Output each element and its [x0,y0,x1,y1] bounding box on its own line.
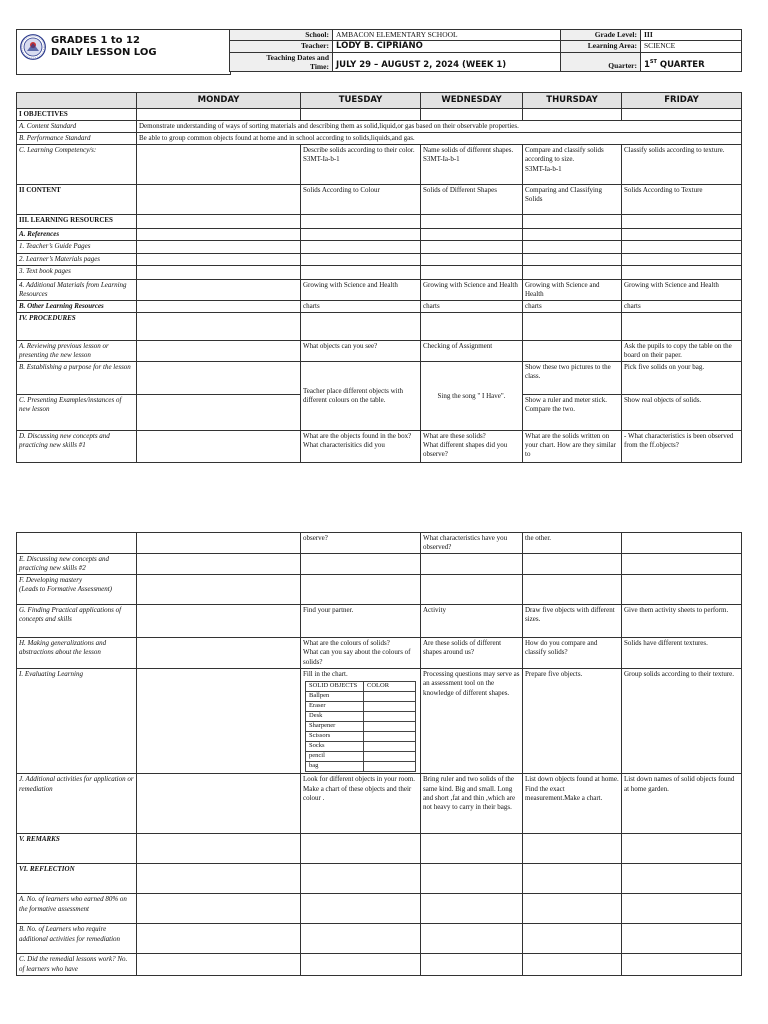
procedure-d-wednesday: What are these solids? What different shapes did you observe? [421,431,523,463]
area-label: Learning Area: [561,41,641,53]
cell [523,312,622,340]
cell [301,864,421,894]
learning-competency-label: C. Learning Competency/s: [17,145,137,185]
section-content: II CONTENT [17,185,137,215]
procedure-h-friday: Solids have different textures. [622,638,742,669]
cell [301,253,421,265]
procedure-d-friday: - What characteristics is been observed from the ff.objects? [622,431,742,463]
cell [421,575,523,605]
procedure-b-friday: Pick five solids on your bag. [622,362,742,395]
chart-color-cell [364,702,416,712]
cell [421,834,523,864]
section-procedures: IV. PROCEDURES [17,312,137,340]
title-line-2: DAILY LESSON LOG [51,47,157,58]
additional-materials-thursday: Growing with Science and Health [523,279,622,300]
teacher-label: Teacher: [230,41,333,53]
content-wednesday: Solids of Different Shapes [421,185,523,215]
procedure-d-label: D. Discussing new concepts and practicing new skills #1 [17,431,137,463]
cell [622,109,742,121]
cell [301,265,421,279]
procedure-bc-tuesday: Teacher place different objects with different colours on the table. [301,362,421,431]
cell [421,265,523,279]
procedure-i-thursday: Prepare five objects. [523,669,622,774]
cell [622,894,742,924]
chart-color-cell [364,752,416,762]
procedure-a-label: A. Reviewing previous lesson or presenting the new lesson [17,340,137,361]
chart-color-cell [364,762,416,772]
procedure-h-tuesday: What are the colours of solids? What can you say about the colours of solids? [301,638,421,669]
cell [301,312,421,340]
lc-thursday: Compare and classify solids according to size. S3MT-Ia-b-1 [523,145,622,185]
content-thursday: Comparing and Classifying Solids [523,185,622,215]
cell [301,229,421,241]
procedure-b-thursday: Show these two pictures to the class. [523,362,622,395]
solid-objects-chart [305,681,416,772]
cell [421,312,523,340]
content-standard-value: Demonstrate understanding of ways of sorting materials and describing them as solid,liquid,or gas based on their observable properties. [137,121,742,133]
procedure-d-tuesday: What are the objects found in the box? What characterisitics did you [301,431,421,463]
chart-item: Ballpen [306,692,364,702]
procedure-g-friday: Give them activity sheets to perform. [622,605,742,638]
performance-standard-value: Be able to group common objects found at home and in school according to solids,liquids,and gas. [137,133,742,145]
procedure-g-wednesday: Activity [421,605,523,638]
cell [421,215,523,229]
cell [523,265,622,279]
dates-value: JULY 29 – AUGUST 2, 2024 (WEEK 1) [333,53,561,72]
procedure-a-tuesday: What objects can you see? [301,340,421,361]
cell [137,431,301,463]
day-header: WEDNESDAY [421,93,523,109]
procedure-j-friday: List down names of solid objects found at home garden. [622,774,742,834]
cell [421,109,523,121]
cell [137,215,301,229]
cell [137,605,301,638]
cell [421,229,523,241]
other-resources-thursday: charts [523,300,622,312]
procedure-d-thursday: What are the solids written on your chart. How are they similar to [523,431,622,463]
cell [622,253,742,265]
cell [137,395,301,431]
procedure-d-tuesday-cont: observe? [301,533,421,554]
performance-standard-label: B. Performance Standard [17,133,137,145]
cell [421,924,523,954]
cell [421,894,523,924]
cell [622,215,742,229]
cell [523,924,622,954]
cell [137,894,301,924]
chart-item: pencil [306,752,364,762]
additional-materials-label: 4. Additional Materials from Learning Resources [17,279,137,300]
cell [421,253,523,265]
procedure-h-wednesday: Are these solids of different shapes around us? [421,638,523,669]
cell [301,575,421,605]
other-resources-wednesday: charts [421,300,523,312]
cell [622,834,742,864]
procedure-i-label: I. Evaluating Learning [17,669,137,774]
additional-materials-tuesday: Growing with Science and Health [301,279,421,300]
cell [523,229,622,241]
procedure-h-thursday: How do you compare and classify solids? [523,638,622,669]
quarter-text: QUARTER [656,60,705,70]
cell [137,300,301,312]
additional-materials-friday: Growing with Science and Health [622,279,742,300]
other-resources-friday: charts [622,300,742,312]
reflection-a-label: A. No. of learners who earned 80% on the formative assessment [17,894,137,924]
cell [137,145,301,185]
dates-label-2: Time: [309,62,329,72]
cell [622,312,742,340]
cell [301,554,421,575]
cell [523,215,622,229]
section-remarks: V. REMARKS [17,834,137,864]
procedure-e-label: E. Discussing new concepts and practicing new skills #2 [17,554,137,575]
cell [421,241,523,253]
chart-item: bag [306,762,364,772]
chart-instruction: Fill in the chart. [303,670,348,679]
section-resources: III. LEARNING RESOURCES [17,215,137,229]
lesson-log-table-page-1 [16,92,742,463]
cell [137,265,301,279]
corner-cell [17,93,137,109]
teacher-value: LODY B. CIPRIANO [333,41,561,53]
cell [622,575,742,605]
cell [523,554,622,575]
lesson-log-table-page-2 [16,532,742,976]
cell [301,954,421,975]
content-tuesday: Solids According to Colour [301,185,421,215]
cell [137,924,301,954]
day-header: TUESDAY [301,93,421,109]
learners-materials-label: 2. Learner’s Materials pages [17,253,137,265]
chart-color-cell [364,742,416,752]
quarter-label: Quarter: [561,53,641,72]
cell [137,362,301,395]
area-value: SCIENCE [641,41,742,53]
cell [622,864,742,894]
procedure-a-friday: Ask the pupils to copy the table on the board on their paper. [622,340,742,361]
cell [301,924,421,954]
chart-color-cell [364,692,416,702]
cell [622,924,742,954]
chart-header-color: COLOR [364,682,416,692]
cell [137,253,301,265]
procedure-i-friday: Group solids according to their texture. [622,669,742,774]
deped-seal-icon [20,34,46,60]
chart-color-cell [364,722,416,732]
cell [137,312,301,340]
day-header: FRIDAY [622,93,742,109]
dates-label-1: Teaching Dates and [266,53,329,63]
procedure-j-thursday: List down objects found at home. Find the exact measurement.Make a chart. [523,774,622,834]
grade-label: Grade Level: [561,30,641,41]
references-label: A. References [17,229,137,241]
content-standard-label: A. Content Standard [17,121,137,133]
cell [137,638,301,669]
procedure-g-thursday: Draw five objects with different sizes. [523,605,622,638]
procedure-a-wednesday: Checking of Assignment [421,340,523,361]
cell [137,241,301,253]
section-objectives: I OBJECTIVES [17,109,137,121]
cell [622,265,742,279]
chart-color-cell [364,712,416,722]
dates-label [230,53,333,72]
procedure-c-label: C. Presenting Examples/instances of new lesson [17,395,137,431]
procedure-d-wednesday-cont: What characteristics have you observed? [421,533,523,554]
procedure-g-label: G. Finding Practical applications of concepts and skills [17,605,137,638]
day-header: THURSDAY [523,93,622,109]
quarter-value [641,53,742,72]
cell [622,533,742,554]
grade-value: III [641,30,742,41]
day-header: MONDAY [137,93,301,109]
quarter-number: 1 [644,60,650,70]
procedure-g-tuesday: Find your partner. [301,605,421,638]
cell [523,575,622,605]
cell [137,954,301,975]
procedure-j-tuesday: Look for different objects in your room. Make a chart of these objects and their colour . [301,774,421,834]
cell [523,894,622,924]
chart-color-cell [364,732,416,742]
procedure-d-thursday-cont: the other. [523,533,622,554]
additional-materials-wednesday: Growing with Science and Health [421,279,523,300]
cell [622,554,742,575]
procedure-c-friday: Show real objects of solids. [622,395,742,431]
cell [137,185,301,215]
procedure-j-wednesday: Bring ruler and two solids of the same kind. Big and small. Long and short ,fat and thin ,which are not heavy to carry in their bags. [421,774,523,834]
lc-tuesday: Describe solids according to their color. S3MT-Ia-b-1 [301,145,421,185]
procedure-bc-wednesday: Sing the song " I Have". [421,362,523,431]
procedure-f-label: F. Developing mastery (Leads to Formative Assessment) [17,575,137,605]
school-value: AMBACON ELEMENTARY SCHOOL [333,30,561,41]
lc-wednesday: Name solids of different shapes. S3MT-Ia-b-1 [421,145,523,185]
procedure-h-label: H. Making generalizations and abstractions about the lesson [17,638,137,669]
other-resources-tuesday: charts [301,300,421,312]
cell [523,340,622,361]
cell [301,834,421,864]
quarter-suffix: ST [649,59,657,66]
cell [301,109,421,121]
cell [523,864,622,894]
lc-friday: Classify solids according to texture. [622,145,742,185]
cell [622,241,742,253]
content-friday: Solids According to Texture [622,185,742,215]
title-line-1: GRADES 1 to 12 [51,35,140,46]
procedure-c-thursday: Show a ruler and meter stick. Compare the two. [523,395,622,431]
teachers-guide-label: 1. Teacher’s Guide Pages [17,241,137,253]
cell [421,864,523,894]
cell [523,954,622,975]
cell [622,954,742,975]
school-label: School: [230,30,333,41]
chart-item: Sharpener [306,722,364,732]
cell [301,894,421,924]
cell [421,954,523,975]
chart-item: Desk [306,712,364,722]
reflection-b-label: B. No. of Learners who require additional activities for remediation [17,924,137,954]
cell [137,834,301,864]
cell [523,253,622,265]
cell [137,340,301,361]
cell [137,575,301,605]
cell [137,774,301,834]
chart-item: Socks [306,742,364,752]
cell [17,533,137,554]
textbook-label: 3. Text book pages [17,265,137,279]
cell [523,241,622,253]
cell [301,215,421,229]
chart-item: Eraser [306,702,364,712]
procedure-i-tuesday [301,669,421,774]
cell [137,279,301,300]
chart-item: Scissors [306,732,364,742]
cell [137,109,301,121]
section-reflection: VI. REFLECTION [17,864,137,894]
cell [137,229,301,241]
cell [301,241,421,253]
header-info-table [229,29,742,72]
procedure-i-wednesday: Processing questions may serve as an assessment tool on the knowledge of different shapes. [421,669,523,774]
cell [137,864,301,894]
cell [137,669,301,774]
cell [622,229,742,241]
cell [421,554,523,575]
chart-header-objects: SOLID OBJECTS [306,682,364,692]
cell [137,554,301,575]
cell [523,834,622,864]
procedure-j-label: J. Additional activities for application or remediation [17,774,137,834]
cell [523,109,622,121]
other-resources-label: B. Other Learning Resources [17,300,137,312]
reflection-c-label: C. Did the remedial lessons work? No. of learners who have [17,954,137,975]
procedure-b-label: B. Establishing a purpose for the lesson [17,362,137,395]
cell [137,533,301,554]
document-title [51,35,157,59]
